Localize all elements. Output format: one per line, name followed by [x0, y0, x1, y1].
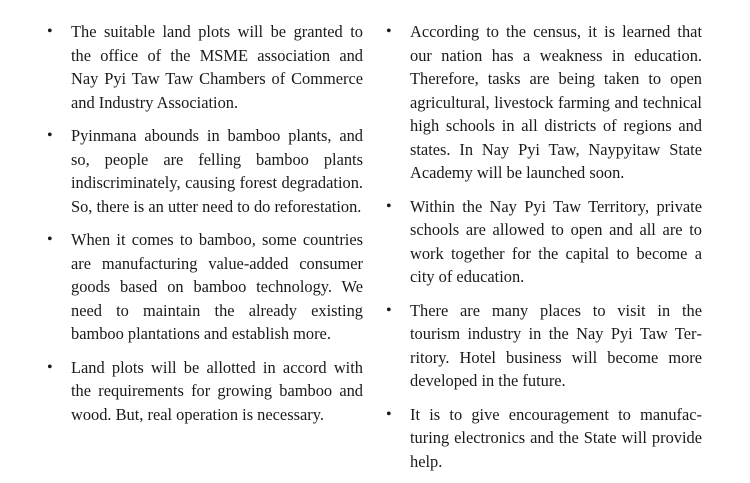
paragraph-text: The suitable land plots will be granted to the office of the MSME association and Nay Pyi Taw Taw Chambers of Commerce and Industry Association.	[71, 22, 363, 112]
list-item	[47, 20, 363, 114]
bullet-icon: •	[386, 197, 392, 215]
list-item	[47, 228, 363, 346]
bullet-icon: •	[47, 23, 53, 40]
paragraph-text: Within the Nay Pyi Taw Territory, private schools are allowed to open and all are to work together for the capital to become a city of education.	[410, 196, 702, 286]
bullet-icon: •	[47, 358, 53, 376]
list-item	[47, 124, 363, 218]
bullet-icon: •	[386, 23, 392, 40]
paragraph-text: It is to give encouragement to manufacturing electronics and the State will provide help.	[410, 404, 702, 471]
paragraph-text: There are many places to visit in the tourism industry in the Nay Pyi Taw Territory. Hotel business will become more developed in the future.	[410, 300, 702, 390]
paragraph-text: Pyinmana abounds in bamboo plants, and so, people are felling bamboo plants indiscriminately, causing forest degradation. So, there is an utter need to do reforestation.	[71, 126, 363, 216]
left-column	[47, 20, 363, 436]
bullet-icon: •	[386, 405, 392, 423]
bullet-icon: •	[386, 301, 392, 319]
paragraph-text: According to the census, it is learned that our nation has a weakness in education. Therefore, tasks are being taken to open agricultural, livestock farming and technical high schools in all districts of regions and states. In Nay Pyi Taw, Naypyitaw State Academy will be launched soon.	[410, 22, 702, 182]
bullet-icon: •	[47, 231, 53, 248]
list-item	[386, 20, 702, 185]
list-item	[47, 356, 363, 427]
right-column	[386, 20, 702, 483]
paragraph-text: Land plots will be allotted in accord with the requirements for growing bamboo and wood. But, real operation is necessary.	[71, 357, 363, 424]
list-item	[386, 195, 702, 289]
paragraph-text: When it comes to bamboo, some countries are manufacturing value-added consumer goods based on bamboo technology. We need to maintain the already existing bamboo plantations and establish more.	[71, 230, 363, 343]
bullet-icon: •	[47, 127, 53, 144]
list-item	[386, 299, 702, 393]
list-item	[386, 403, 702, 474]
